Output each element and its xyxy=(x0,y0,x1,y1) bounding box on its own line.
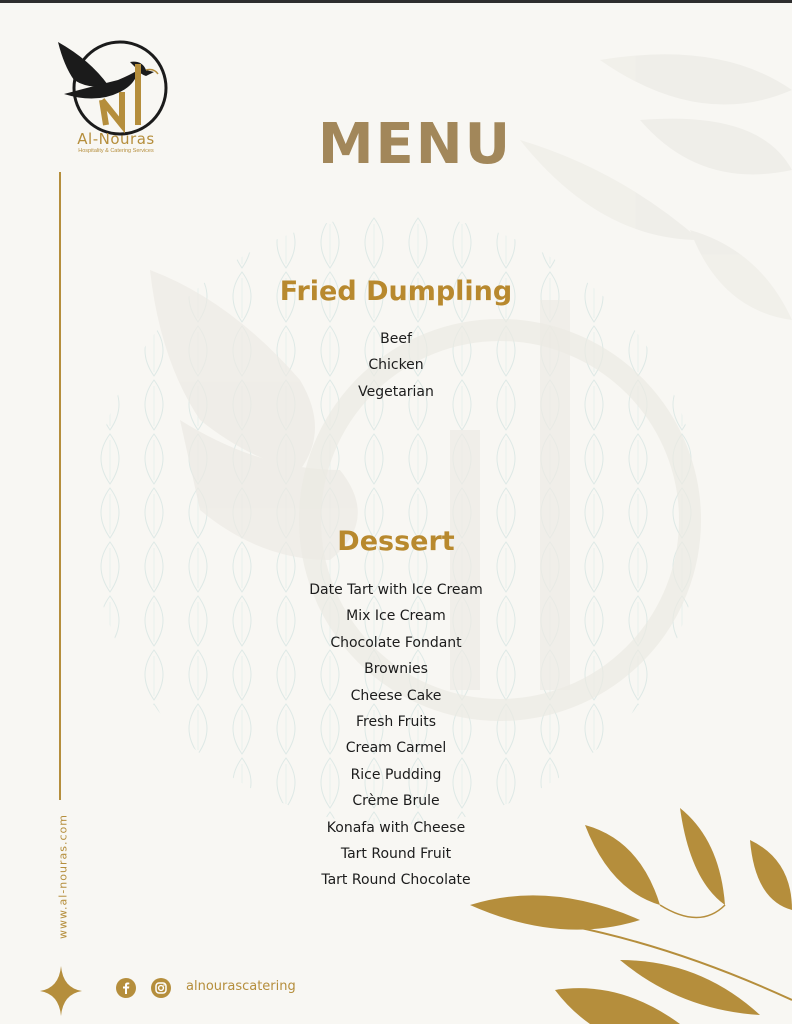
page-title: MENU xyxy=(317,112,513,177)
list-item: Mix Ice Cream xyxy=(346,608,446,625)
social-handle[interactable]: alnourascatering xyxy=(186,979,296,994)
dessert-list xyxy=(0,577,792,894)
section-title-fried-dumpling: Fried Dumpling xyxy=(279,276,513,307)
list-item: Vegetarian xyxy=(358,383,434,400)
list-item: Rice Pudding xyxy=(350,766,442,783)
list-item: Fresh Fruits xyxy=(355,713,437,730)
list-item: Tart Round Fruit xyxy=(340,845,452,862)
section-title-dessert: Dessert xyxy=(337,526,455,557)
fried-dumpling-list xyxy=(0,326,792,405)
list-item: Beef xyxy=(380,331,412,347)
brand-name: Al-Nouras xyxy=(77,130,155,148)
list-item: Cream Carmel xyxy=(345,740,447,757)
list-item: Chicken xyxy=(368,357,424,374)
sparkle-star-icon xyxy=(40,966,82,1016)
list-item: Date Tart with Ice Cream xyxy=(309,582,483,598)
list-item: Konafa with Cheese xyxy=(326,819,466,836)
list-item: Tart Round Chocolate xyxy=(321,872,471,889)
list-item: Cheese Cake xyxy=(350,687,442,704)
facebook-icon[interactable] xyxy=(116,978,136,998)
instagram-icon[interactable] xyxy=(151,978,171,998)
list-item: Crème Brule xyxy=(352,793,440,810)
brand-tagline: Hospitality & Catering Services xyxy=(78,148,154,154)
list-item: Chocolate Fondant xyxy=(330,634,462,651)
website-url[interactable]: www.al-nouras.com xyxy=(56,814,70,939)
list-item: Brownies xyxy=(364,661,428,678)
